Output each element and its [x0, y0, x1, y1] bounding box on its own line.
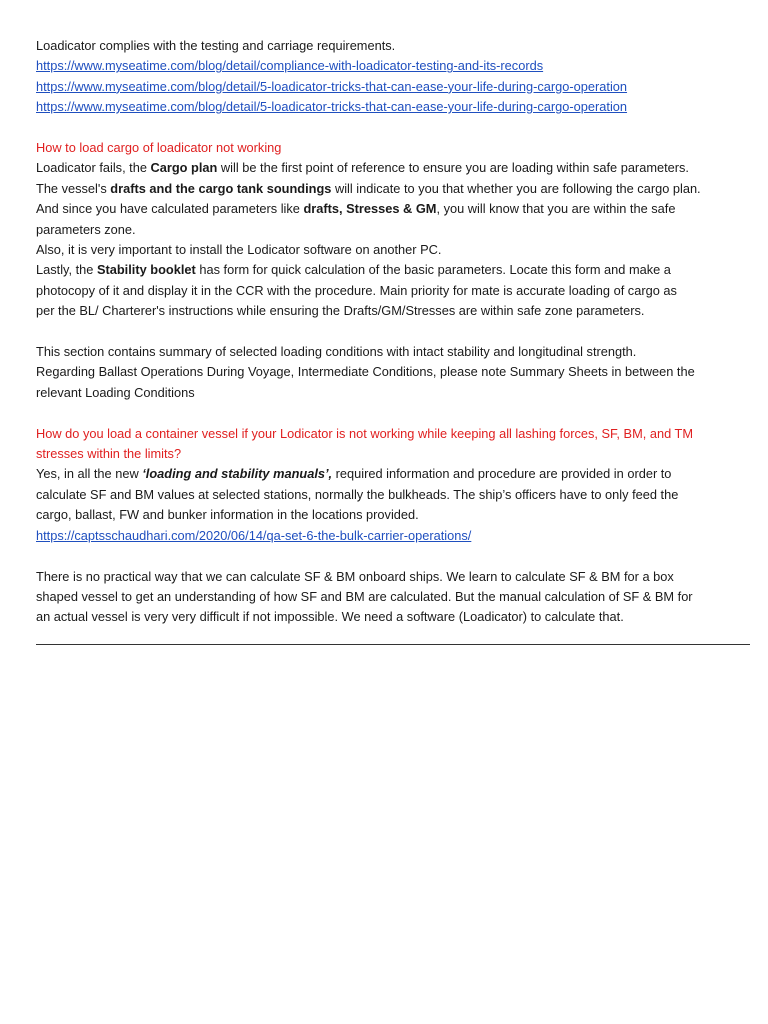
text-run: And since you have calculated parameters like [36, 201, 304, 217]
link-captsschaudhari[interactable]: https://captsschaudhari.com/2020/06/14/qa-set-6-the-bulk-carrier-operations/ [36, 527, 472, 543]
paragraph-line [36, 179, 752, 199]
paragraph-line: relevant Loading Conditions [36, 384, 195, 400]
section-heading-container-vessel-cont: stresses within the limits? [36, 446, 182, 462]
text-run: , you will know that you are within the safe [436, 201, 676, 217]
paragraph-line: photocopy of it and display it in the CCR with the procedure. Main priority for mate is accurate loading of cargo as [36, 282, 677, 298]
spacer [36, 118, 752, 138]
section-heading-container-vessel: How do you load a container vessel if your Lodicator is not working while keeping all lashing forces, SF, BM, and TM [36, 425, 694, 441]
text-run: Lastly, the [36, 262, 97, 278]
bold-text: Cargo plan [150, 160, 218, 176]
spacer [36, 403, 752, 423]
paragraph-line: shaped vessel to get an understanding of how SF and BM are calculated. But the manual calculation of SF & BM for [36, 588, 693, 604]
text-run: The vessel's [36, 180, 111, 196]
paragraph-line [36, 464, 752, 484]
link-compliance-loadicator[interactable]: https://www.myseatime.com/blog/detail/compliance-with-loadicator-testing-and-its-records [36, 58, 544, 74]
paragraph-line: There is no practical way that we can calculate SF & BM onboard ships. We learn to calculate SF & BM for a box [36, 568, 674, 584]
text-run: has form for quick calculation of the basic parameters. Locate this form and make a [195, 262, 671, 278]
link-loadicator-tricks-1[interactable]: https://www.myseatime.com/blog/detail/5-loadicator-tricks-that-can-ease-your-life-during-cargo-operation [36, 78, 628, 94]
spacer [36, 546, 752, 566]
paragraph-line [36, 260, 752, 280]
bold-text: drafts and the cargo tank soundings [110, 180, 332, 196]
paragraph-line [36, 158, 752, 178]
intro-text: Loadicator complies with the testing and carriage requirements. [36, 38, 396, 53]
paragraph-line: This section contains summary of selected loading conditions with intact stability and longitudinal strength. [36, 344, 637, 360]
text-run: Yes, in all the new [36, 466, 143, 482]
paragraph-line: an actual vessel is very very difficult if not impossible. We need a software (Loadicator) to calculate that. [36, 609, 624, 625]
paragraph-line: cargo, ballast, FW and bunker information in the locations provided. [36, 507, 419, 523]
spacer [36, 322, 752, 342]
horizontal-rule [36, 644, 750, 645]
paragraph-line: per the BL/ Charterer's instructions while ensuring the Drafts/GM/Stresses are within safe zone parameters. [36, 303, 645, 319]
paragraph-line: Regarding Ballast Operations During Voyage, Intermediate Conditions, please note Summary Sheets in between the [36, 364, 695, 380]
text-run: will indicate to you that whether you are following the cargo plan. [331, 180, 701, 196]
text-run: Loadicator fails, the [36, 160, 151, 176]
paragraph-line: Also, it is very important to install the Lodicator software on another PC. [36, 242, 442, 258]
paragraph-line [36, 199, 752, 219]
paragraph-line: calculate SF and BM values at selected stations, normally the bulkheads. The ship’s officers have to only feed the [36, 486, 679, 502]
bold-italic-text: ‘loading and stability manuals’, [142, 466, 333, 482]
bold-text: Stability booklet [96, 262, 196, 278]
document-page [36, 36, 752, 628]
text-run: will be the first point of reference to ensure you are loading within safe parameters. [217, 160, 689, 176]
text-run: required information and procedure are provided in order to [332, 466, 672, 482]
link-loadicator-tricks-2[interactable]: https://www.myseatime.com/blog/detail/5-loadicator-tricks-that-can-ease-your-life-during-cargo-operation [36, 99, 628, 115]
paragraph-line: parameters zone. [36, 221, 136, 237]
section-heading-loadicator-not-working: How to load cargo of loadicator not working [36, 140, 282, 156]
bold-text: drafts, Stresses & GM [303, 201, 437, 217]
